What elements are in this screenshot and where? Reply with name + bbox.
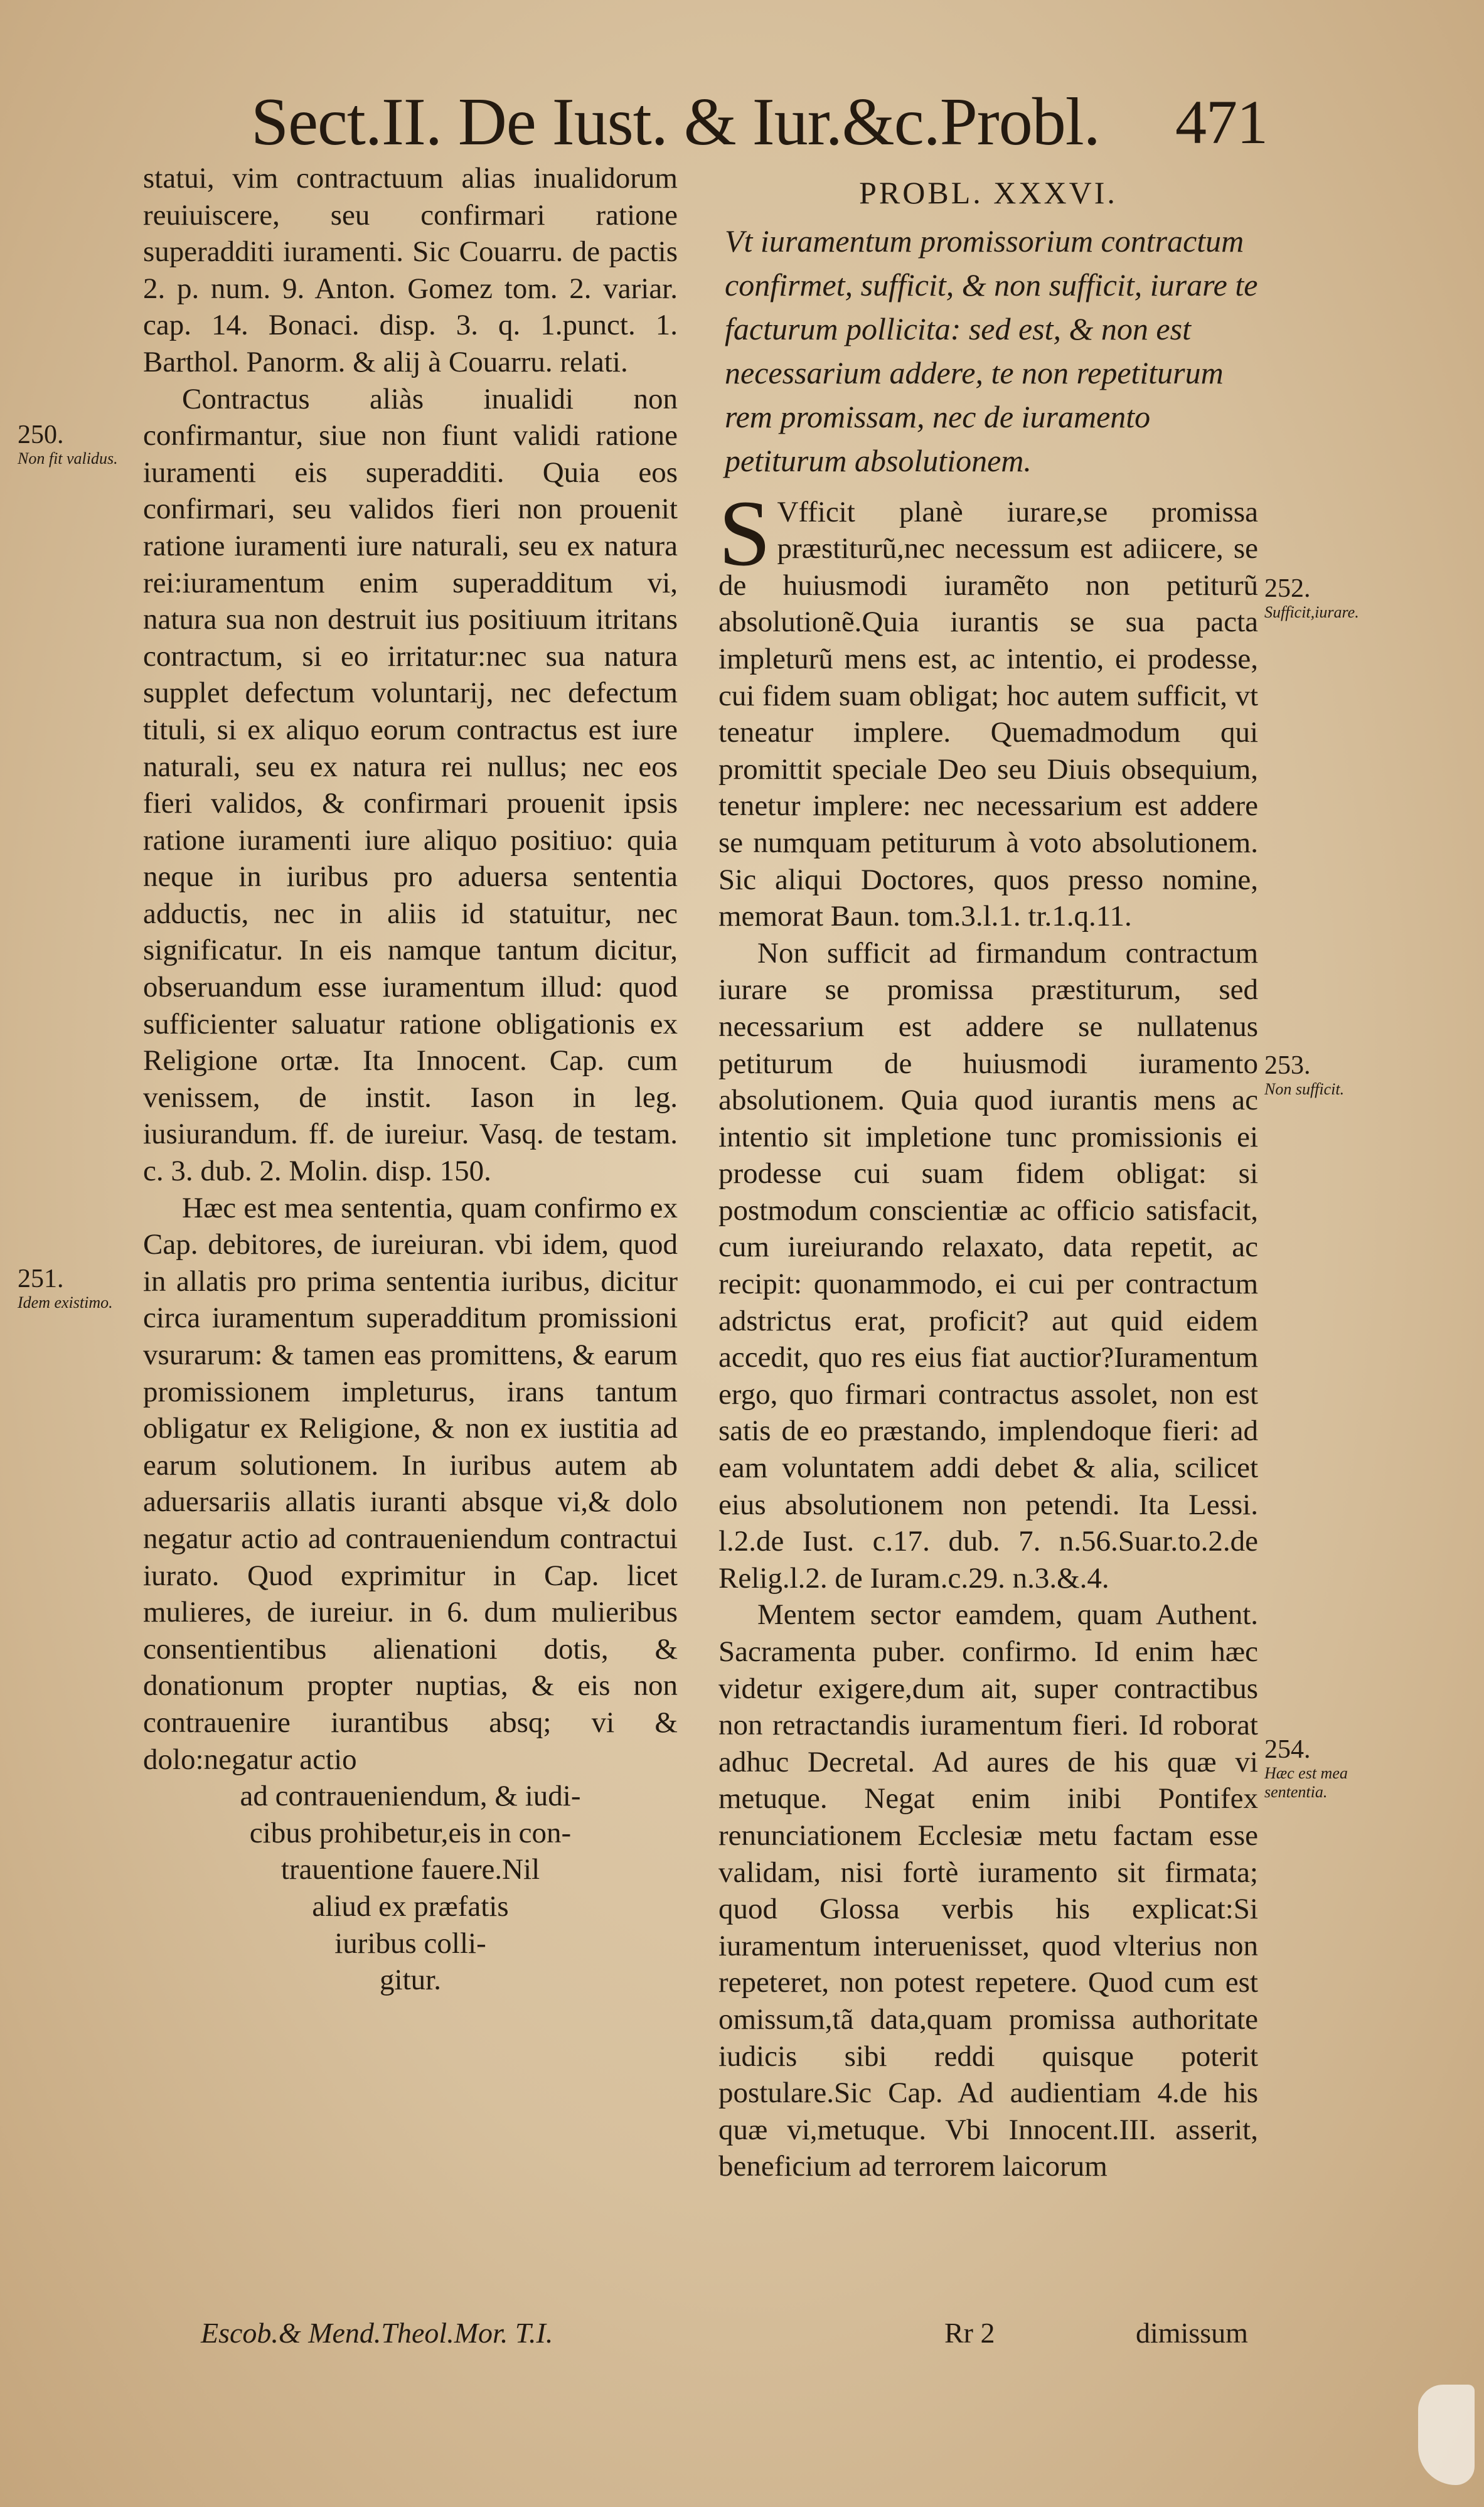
funnel-line: trauentione fauere.Nil: [280, 1853, 540, 1886]
problem-heading: PROBL. XXXVI.: [859, 175, 1118, 210]
problem-statement: Vt iuramentum promissorium contractum confirmet, sufficit, & non sufficit, iurare te facturum pollicita: sed est, & non est necessarium addere, te non repetiturum rem promissam, nec de iuramento petiturum absolutionem.: [725, 223, 1258, 478]
margin-text: Idem existimo.: [18, 1293, 113, 1312]
margin-number: 253.: [1264, 1051, 1311, 1080]
margin-number: 252.: [1264, 574, 1311, 603]
funnel-line: iuribus colli-: [334, 1927, 486, 1960]
funnel-line: cibus prohibetur,eis in con-: [249, 1816, 572, 1849]
footer-short-title: Escob.& Mend.Theol.Mor. T.I.: [201, 2317, 553, 2349]
drop-cap: S: [718, 481, 771, 585]
paragraph: Mentem sector eamdem, quam Authent. Sacramenta puber. confirmo. Id enim hæc videtur exigere,dum ait, super contractibus non retractandis iuramentum fieri. Id roborat adhuc Decretal. Ad aures de his quæ vi metuque. Negat enim inibi Pontifex renunciationem Ecclesiæ metu factam esse validam, nisi fortè iuramento sit firmata; quod Glossa verbis his explicat:Si iuramentum interuenisset, quod vlterius non repeteret, non potest repetere. Quod cum est omissum,tã data,quam promissa authoritate iudicis sibi reddi quisque poterit postulare.Sic Cap. Ad audientiam 4.de his quæ vi,metuque. Vbi Innocent.III. asserit, beneficium ad terrorem laicorum: [718, 1598, 1258, 2183]
paragraph: [718, 481, 1258, 935]
funnel-line: gitur.: [380, 1964, 441, 1997]
funnel-line: aliud ex præfatis: [312, 1890, 509, 1923]
running-title: Sect.II. De Iust. & Iur.&c.Probl.: [251, 85, 1100, 159]
paragraph: statui, vim contractuum alias inualidorum reuiuiscere, seu confirmari ratione superadditi iuramenti. Sic Couarru. de pactis 2. p. num. 9. Anton. Gomez tom. 2. variar. cap. 14. Bonaci. disp. 3. q. 1.punct. 1. Barthol. Panorm. & alij à Couarru. relati.: [143, 162, 678, 378]
right-column: [718, 174, 1258, 2185]
running-header: [251, 75, 1268, 169]
margin-text: Non sufficit.: [1264, 1080, 1345, 1098]
margin-number: 251.: [18, 1264, 64, 1293]
margin-number: 254.: [1264, 1735, 1311, 1764]
catchword: dimissum: [1136, 2317, 1248, 2349]
funnel-line: ad contraueniendum, & iudi-: [240, 1780, 581, 1813]
margin-note-253: [1264, 1051, 1393, 1099]
paper-damage: [1418, 2385, 1475, 2485]
page-number: 471: [1175, 87, 1268, 157]
margin-text: Hæc est mea sententia.: [1264, 1764, 1348, 1801]
margin-note-252: [1264, 574, 1393, 622]
margin-text: Non fit validus.: [18, 449, 118, 468]
margin-note-251: [18, 1264, 146, 1312]
margin-note-250: [18, 420, 146, 468]
paragraph: Non sufficit ad firmandum contractum iurare se promissa præstiturum, sed necessarium est addere se nullatenus petiturum de huiusmodi iuramento absolutionem. Quia quod iurantis mens ac intentio sit impletione tunc promissionis ei prodesse cui suam fidem obligat: si postmodum conscientiæ ac officio satisfacit, cum iureiurando relaxato, data repetit, ac recipit: quonammodo, ei cui per contractum adstrictus erat, proficit? aut quid eidem accedit, quo res eius fiat auctior?Iuramentum ergo, quo firmari contractus assolet, non est satis de eo præstando, implendoque fieri: ad eam voluntatem addi debet & alia, scilicet eius absolutionem non petendi. Ita Lessi. l.2.de Iust. c.17. dub. 7. n.56.Suar.to.2.de Relig.l.2. de Iuram.c.29. n.3.&.4.: [718, 936, 1258, 1595]
left-column: [143, 160, 678, 1999]
paragraph: Hæc est mea sententia, quam confirmo ex Cap. debitores, de iureiuran. vbi idem, quod in allatis pro prima sententia iuribus, dicitur circa iuramentum superadditum promissioni vsurarum: & tamen eas promittens, & earum promissionem impleturus, irans tantum obligatur ex Religione, & non ex iustitia ad earum solutionem. In iuribus autem ab aduersariis allatis iuranti absque vi,& dolo negatur actio ad contraueniendum contractui iurato. Quod exprimitur in Cap. licet mulieres, de iureiur. in 6. dum mulieribus consentientibus alienationi dotis, & donationum propter nuptias, & eis non contrauenire iurantibus absq; vi & dolo:negatur actio: [143, 1191, 678, 1776]
paragraph: Contractus aliàs inualidi non confirmantur, siue non fiunt validi ratione iuramenti eis superadditi. Quia eos confirmari, seu validos fieri non prouenit ratione iuramenti iure naturali, seu ex natura rei:iuramentum enim superadditum vi, natura sua non destruit ius positiuum itritans contractum, si eo irritatur:nec sua natura supplet defectum voluntarij, nec defectum tituli, si ex aliquo eorum contractus est iure naturali, seu ex natura rei nullus; nec eos fieri validos, & confirmari prouenit ipsis ratione iuramenti iure aliquo positiuo: quia neque in iuribus pro aduersa sententia adductis, nec in aliis id statuitur, nec significatur. In eis namque tantum dicitur, obseruandum esse iuramentum illud: quod sufficienter saluatur ratione obligationis ex Religione ortæ. Ita Innocent. Cap. cum venissem, de instit. Iason in leg. iusiurandum. ff. de iureiur. Vasq. de testam. c. 3. dub. 2. Molin. disp. 150.: [143, 382, 678, 1188]
margin-note-254: [1264, 1735, 1393, 1802]
signature-mark: Rr 2: [944, 2317, 995, 2349]
paragraph-text: Vfficit planè iurare,se promissa præstiturũ,nec necessum est adiicere, se de huiusmodi iuramẽto non petiturũ absolutionẽ.Quia iurantis se sua pacta impleturũ mens est, ac intentio, ei prodesse, cui fidem suam obligat; hoc autem sufficit, vt teneatur implere. Quemadmodum qui promittit speciale Deo seu Diuis obsequium, tenetur implere: nec necessarium est addere se numquam petiturum à voto absolutionem. Sic aliqui Doctores, quos presso nomine, memorat Baun. tom.3.l.1. tr.1.q.11.: [718, 495, 1258, 933]
margin-text: Sufficit,iurare.: [1264, 603, 1359, 621]
margin-number: 250.: [18, 420, 64, 449]
closing-funnel-text: [143, 1778, 678, 1999]
